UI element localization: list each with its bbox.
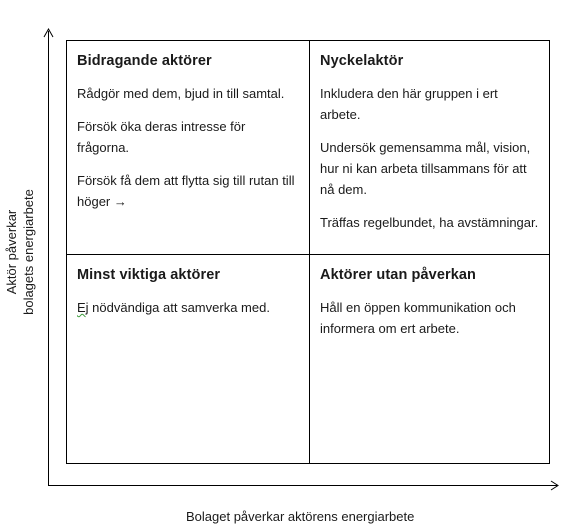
quadrant-text: Håll en öppen kommunikation och informera om ert arbete.: [320, 300, 516, 336]
quadrant-text: Försök få dem att flytta sig till rutan till höger →: [77, 173, 295, 209]
quadrant-text: Träffas regelbundet, ha avstämningar.: [320, 215, 539, 230]
quadrant-title: Aktörer utan påverkan: [320, 267, 477, 283]
quadrant-contributing-actors: [67, 41, 309, 254]
spellcheck-underlined-letter: E: [77, 300, 86, 315]
quadrant-text: [77, 297, 299, 318]
quadrant-text: Rådgör med dem, bjud in till samtal.: [77, 86, 285, 101]
quadrant-text-rest: j nödvändiga att samverka med.: [85, 300, 270, 315]
quadrant-text: Undersök gemensamma mål, vision, hur ni kan arbeta tillsammans för att nå dem.: [320, 140, 531, 197]
y-axis-label-line2: bolagets energiarbete: [21, 189, 36, 315]
y-axis-label: [3, 177, 37, 327]
quadrant-actors-without-influence: [310, 255, 550, 464]
x-axis-label: Bolaget påverkar aktörens energiarbete: [186, 509, 415, 524]
quadrant-text: Inkludera den här gruppen i ert arbete.: [320, 86, 498, 122]
quadrant-title: Minst viktiga aktörer: [77, 267, 221, 283]
quadrant-title: Bidragande aktörer: [77, 53, 212, 69]
quadrant-least-important-actors: [67, 255, 309, 464]
quadrant-title: Nyckelaktör: [320, 53, 404, 69]
quadrant-text: Försök öka deras intresse för frågorna.: [77, 119, 246, 155]
stakeholder-matrix: [66, 40, 550, 464]
y-axis-label-line1: Aktör påverkar: [4, 209, 19, 295]
quadrant-key-actor: [310, 41, 550, 254]
